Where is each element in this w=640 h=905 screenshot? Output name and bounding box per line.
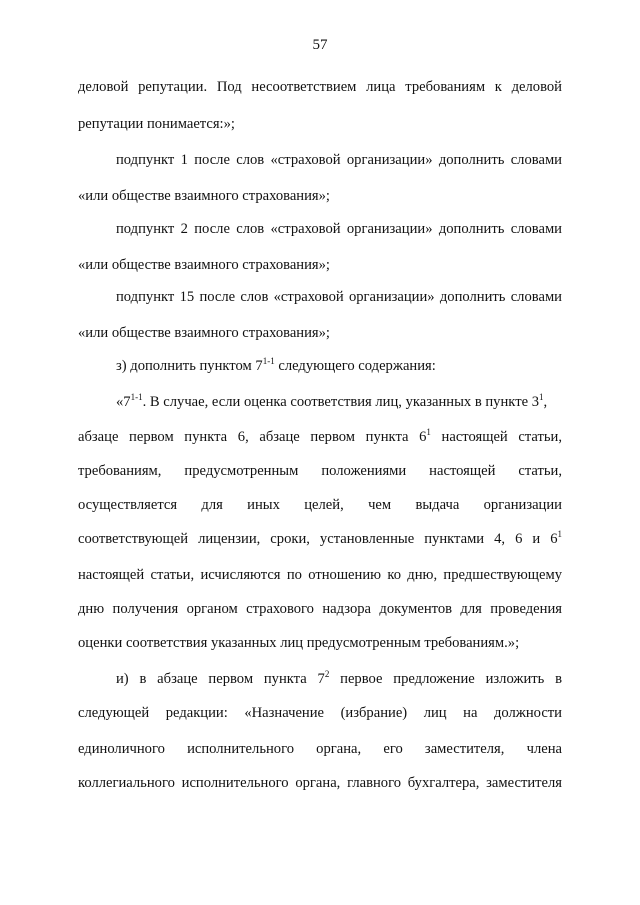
text-fragment: первое предложение изложить в — [329, 671, 563, 687]
text-fragment: «7 — [116, 394, 131, 410]
text-line: осуществляется для иных целей, чем выдача организации — [78, 497, 562, 513]
text-line: требованиям, предусмотренным положениями настоящей статьи, — [78, 463, 562, 479]
text-line: «или обществе взаимного страхования»; — [78, 257, 330, 273]
text-line — [116, 670, 562, 688]
text-fragment: следующего содержания: — [274, 358, 436, 374]
superscript: 2 — [324, 669, 330, 679]
superscript: 1 — [539, 392, 544, 402]
text-fragment: соответствующей лицензии, сроки, установленные пунктами 4, 6 и 6 — [78, 531, 558, 547]
text-line — [116, 357, 562, 375]
text-line: деловой репутации. Под несоответствием лица требованиям к деловой — [78, 79, 562, 95]
text-line: единоличного исполнительного органа, его заместителя, члена — [78, 741, 562, 757]
superscript: 1-1 — [130, 392, 143, 402]
superscript: 1-1 — [262, 356, 275, 366]
text-line — [78, 428, 562, 446]
text-fragment: настоящей статьи, — [430, 429, 562, 445]
text-line: оценки соответствия указанных лиц предусмотренным требованиям.»; — [78, 635, 520, 651]
text-fragment: абзаце первом пункта 6, абзаце первом пункта 6 — [78, 429, 427, 445]
text-line: подпункт 15 после слов «страховой организации» дополнить словами — [116, 289, 562, 305]
superscript: 1 — [426, 427, 431, 437]
text-fragment: . В случае, если оценка соответствия лиц, указанных в пункте 3 — [142, 394, 539, 410]
superscript: 1 — [557, 529, 562, 539]
text-line: настоящей статьи, исчисляются по отношению ко дню, предшествующему — [78, 567, 562, 583]
text-line: следующей редакции: «Назначение (избрание) лиц на должности — [78, 705, 562, 721]
text-line — [116, 393, 562, 411]
text-fragment: и) в абзаце первом пункта 7 — [116, 671, 325, 687]
text-line: коллегиального исполнительного органа, главного бухгалтера, заместителя — [78, 775, 562, 791]
text-fragment: з) дополнить пунктом 7 — [116, 358, 263, 374]
text-line — [78, 530, 562, 548]
text-line: репутации понимается:»; — [78, 116, 235, 132]
text-line: подпункт 1 после слов «страховой организации» дополнить словами — [116, 152, 562, 168]
text-line: подпункт 2 после слов «страховой организации» дополнить словами — [116, 221, 562, 237]
text-fragment: , — [543, 394, 548, 410]
text-line: дню получения органом страхового надзора документов для проведения — [78, 601, 562, 617]
text-line: «или обществе взаимного страхования»; — [78, 325, 330, 341]
text-line: «или обществе взаимного страхования»; — [78, 188, 330, 204]
page-number: 57 — [312, 37, 328, 53]
